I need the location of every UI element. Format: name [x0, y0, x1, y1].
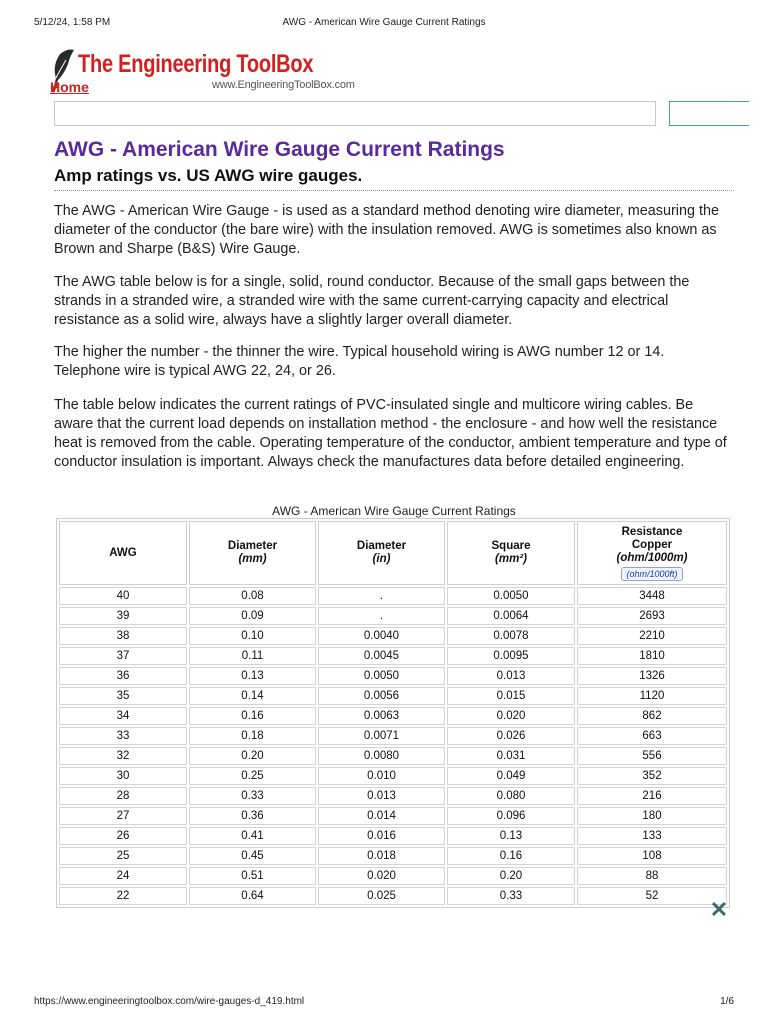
- table-cell-d-mm: 0.64: [189, 887, 316, 905]
- table-row: [59, 707, 727, 725]
- table-cell-resistance: 556: [577, 747, 727, 765]
- page-subtitle: Amp ratings vs. US AWG wire gauges.: [54, 166, 734, 191]
- table-row: [59, 687, 727, 705]
- intro-paragraph: The AWG - American Wire Gauge - is used as a standard method denoting wire diameter, measuring the diameter of the conductor (the bare wire) with the insulation removed. AWG is sometimes also known as Brown and Sharpe (B&S) Wire Gauge.: [54, 203, 719, 257]
- table-cell-d-mm: 0.09: [189, 607, 316, 625]
- table-cell-awg: 34: [59, 707, 187, 725]
- table-cell-square: 0.0078: [447, 627, 575, 645]
- col-diameter-mm: Diameter (mm): [189, 521, 316, 585]
- table-cell-d-mm: 0.36: [189, 807, 316, 825]
- table-cell-square: 0.020: [447, 707, 575, 725]
- table-cell-d-in: 0.010: [318, 767, 445, 785]
- table-cell-d-in: .: [318, 587, 445, 605]
- table-cell-resistance: 3448: [577, 587, 727, 605]
- table-cell-square: 0.031: [447, 747, 575, 765]
- table-cell-awg: 36: [59, 667, 187, 685]
- table-cell-awg: 26: [59, 827, 187, 845]
- col-awg: AWG: [59, 521, 187, 585]
- table-cell-resistance: 663: [577, 727, 727, 745]
- table-header-row: [59, 521, 727, 585]
- table-cell-awg: 35: [59, 687, 187, 705]
- table-row: [59, 587, 727, 605]
- table-cell-d-in: 0.0056: [318, 687, 445, 705]
- table-cell-d-mm: 0.08: [189, 587, 316, 605]
- table-cell-d-mm: 0.51: [189, 867, 316, 885]
- print-header: [34, 17, 734, 31]
- search-button[interactable]: [669, 101, 749, 126]
- table-cell-d-mm: 0.33: [189, 787, 316, 805]
- table-row: [59, 887, 727, 905]
- brand-name: The Engineering ToolBox: [78, 50, 314, 78]
- table-cell-d-mm: 0.10: [189, 627, 316, 645]
- table-cell-d-in: 0.016: [318, 827, 445, 845]
- table-cell-d-in: .: [318, 607, 445, 625]
- table-cell-d-mm: 0.16: [189, 707, 316, 725]
- col-square: Square (mm²): [447, 521, 575, 585]
- current-ratings-paragraph: The table below indicates the current ratings of PVC-insulated single and multicore wiring cables. Be aware that the current load depends on installation method - the enclosure - and how well the resistance heat is removed from the cable. Operating temperature of the conductor, ambient temperature and type of conductor insulation is important. Always check the manufactures data before detailed engineering.: [54, 397, 727, 470]
- table-cell-d-mm: 0.14: [189, 687, 316, 705]
- table-cell-square: 0.026: [447, 727, 575, 745]
- table-cell-square: 0.013: [447, 667, 575, 685]
- table-row: [59, 867, 727, 885]
- table-cell-square: 0.33: [447, 887, 575, 905]
- table-cell-square: 0.0050: [447, 587, 575, 605]
- table-cell-resistance: 108: [577, 847, 727, 865]
- table-cell-awg: 32: [59, 747, 187, 765]
- table-cell-resistance: 88: [577, 867, 727, 885]
- table-cell-resistance: 1120: [577, 687, 727, 705]
- table-row: [59, 767, 727, 785]
- table-cell-resistance: 180: [577, 807, 727, 825]
- print-url: https://www.engineeringtoolbox.com/wire-gauges-d_419.html: [34, 996, 305, 1007]
- table-cell-awg: 27: [59, 807, 187, 825]
- table-row: [59, 627, 727, 645]
- table-cell-d-in: 0.0045: [318, 647, 445, 665]
- site-url: www.EngineeringToolBox.com: [212, 79, 355, 91]
- print-page-title: AWG - American Wire Gauge Current Ratings: [282, 17, 486, 28]
- home-link[interactable]: Home: [50, 79, 89, 95]
- table-cell-d-mm: 0.11: [189, 647, 316, 665]
- table-cell-d-in: 0.0063: [318, 707, 445, 725]
- table-cell-square: 0.16: [447, 847, 575, 865]
- table-cell-awg: 30: [59, 767, 187, 785]
- awg-table: [56, 518, 730, 908]
- site-logo[interactable]: [46, 48, 386, 96]
- resistance-unit-toggle[interactable]: (ohm/1000ft): [621, 567, 682, 581]
- table-cell-resistance: 2693: [577, 607, 727, 625]
- table-cell-square: 0.049: [447, 767, 575, 785]
- table-row: [59, 747, 727, 765]
- table-cell-d-mm: 0.20: [189, 747, 316, 765]
- table-cell-square: 0.015: [447, 687, 575, 705]
- table-cell-square: 0.0064: [447, 607, 575, 625]
- table-cell-d-in: 0.014: [318, 807, 445, 825]
- table-cell-d-in: 0.0050: [318, 667, 445, 685]
- table-cell-awg: 38: [59, 627, 187, 645]
- col-diameter-in: Diameter (in): [318, 521, 445, 585]
- page-title: AWG - American Wire Gauge Current Ratings: [54, 138, 505, 161]
- table-row: [59, 787, 727, 805]
- table-cell-d-in: 0.0040: [318, 627, 445, 645]
- table-cell-resistance: 133: [577, 827, 727, 845]
- table-cell-d-in: 0.013: [318, 787, 445, 805]
- table-row: [59, 827, 727, 845]
- table-cell-d-in: 0.020: [318, 867, 445, 885]
- table-row: [59, 607, 727, 625]
- table-cell-resistance: 1810: [577, 647, 727, 665]
- table-row: [59, 667, 727, 685]
- table-cell-awg: 33: [59, 727, 187, 745]
- table-cell-square: 0.20: [447, 867, 575, 885]
- print-page-number: 1/6: [720, 996, 734, 1007]
- table-cell-d-mm: 0.45: [189, 847, 316, 865]
- col-resistance: Resistance Copper (ohm/1000m) (ohm/1000ft): [577, 521, 727, 585]
- close-icon[interactable]: ✕: [709, 897, 729, 922]
- table-cell-resistance: 1326: [577, 667, 727, 685]
- gauge-number-paragraph: The higher the number - the thinner the wire. Typical household wiring is AWG number 12 or 14. Telephone wire is typical AWG 22, 24, or 26.: [54, 344, 665, 379]
- table-cell-resistance: 352: [577, 767, 727, 785]
- print-date: 5/12/24, 1:58 PM: [34, 17, 111, 28]
- table-cell-awg: 39: [59, 607, 187, 625]
- table-cell-square: 0.080: [447, 787, 575, 805]
- table-cell-awg: 22: [59, 887, 187, 905]
- print-footer: [34, 996, 734, 1010]
- table-row: [59, 647, 727, 665]
- table-caption: AWG - American Wire Gauge Current Ratings: [272, 504, 516, 518]
- table-cell-awg: 28: [59, 787, 187, 805]
- table-row: [59, 727, 727, 745]
- table-cell-d-mm: 0.18: [189, 727, 316, 745]
- table-body: [59, 587, 727, 905]
- table-cell-awg: 25: [59, 847, 187, 865]
- table-cell-resistance: 862: [577, 707, 727, 725]
- table-cell-square: 0.0095: [447, 647, 575, 665]
- table-cell-resistance: 2210: [577, 627, 727, 645]
- table-cell-d-in: 0.025: [318, 887, 445, 905]
- table-cell-resistance: 52: [577, 887, 727, 905]
- table-cell-d-mm: 0.41: [189, 827, 316, 845]
- table-cell-awg: 37: [59, 647, 187, 665]
- table-cell-d-mm: 0.25: [189, 767, 316, 785]
- stranded-wire-paragraph: The AWG table below is for a single, solid, round conductor. Because of the small gaps between the strands in a stranded wire, a stranded wire with the same current-carrying capacity and electrical resistance as a solid wire, always have a slightly larger overall diameter.: [54, 274, 690, 328]
- table-cell-awg: 40: [59, 587, 187, 605]
- search-input[interactable]: [54, 101, 656, 126]
- table-cell-square: 0.096: [447, 807, 575, 825]
- table-row: [59, 847, 727, 865]
- table-cell-resistance: 216: [577, 787, 727, 805]
- table-cell-d-mm: 0.13: [189, 667, 316, 685]
- table-cell-awg: 24: [59, 867, 187, 885]
- table-cell-d-in: 0.0080: [318, 747, 445, 765]
- table-cell-square: 0.13: [447, 827, 575, 845]
- table-cell-d-in: 0.018: [318, 847, 445, 865]
- table-row: [59, 807, 727, 825]
- table-cell-d-in: 0.0071: [318, 727, 445, 745]
